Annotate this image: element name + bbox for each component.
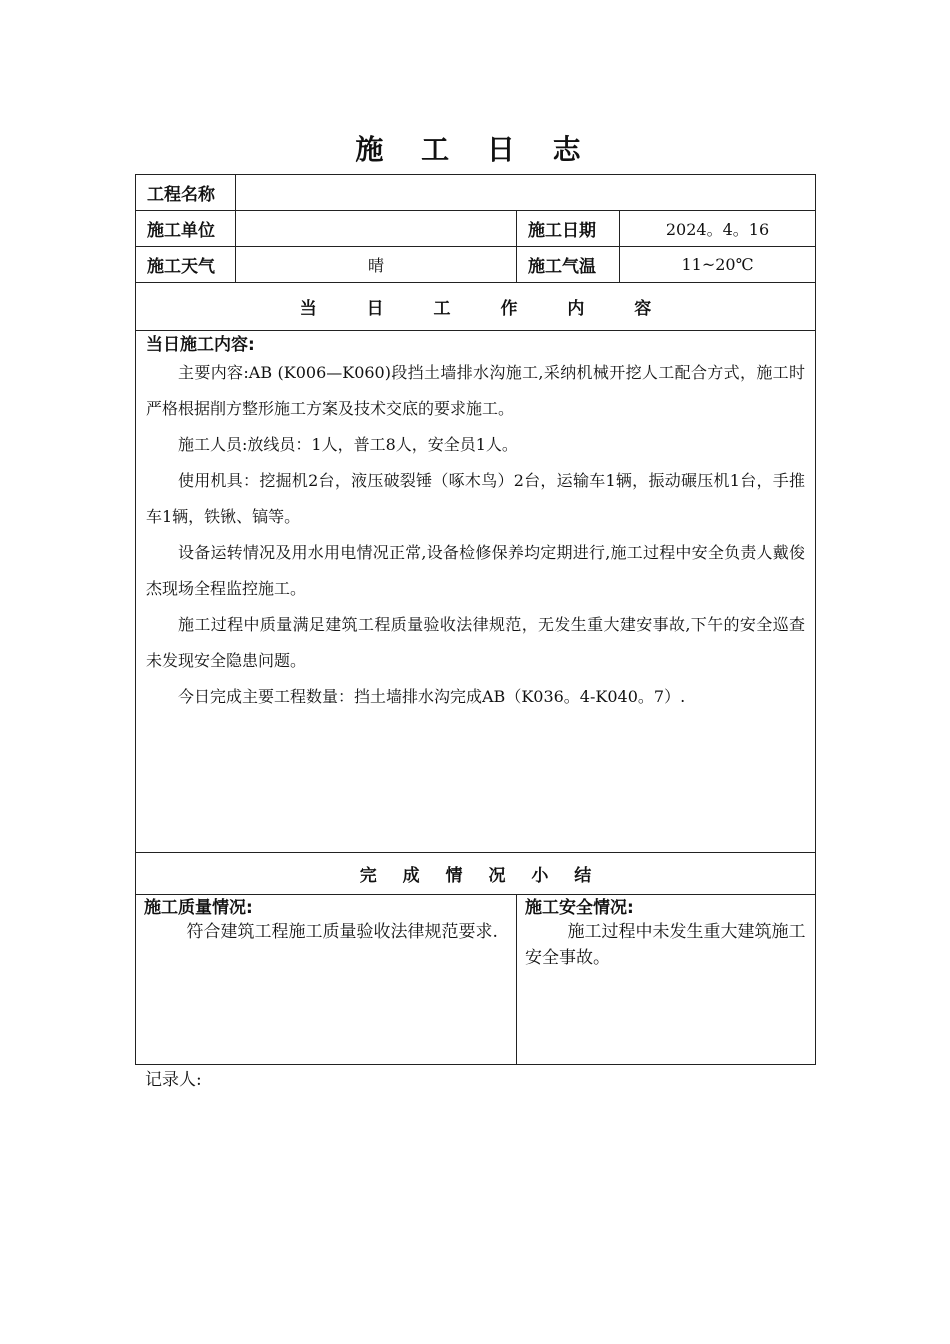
project-name-label: 工程名称 xyxy=(136,175,236,211)
safety-cell[interactable] xyxy=(517,895,816,1065)
work-paragraph: 使用机具：挖掘机2台，液压破裂锤（啄木鸟）2台，运输车1辆，振动碾压机1台，手推车1辆，铁锹、镐等。 xyxy=(146,471,806,526)
page-title: 施 工 日 志 xyxy=(355,133,595,166)
recorder-label: 记录人: xyxy=(145,1070,202,1090)
row-unit-date xyxy=(136,211,816,247)
safety-text: 施工过程中未发生重大建筑施工安全事故。 xyxy=(525,922,806,968)
work-paragraph: 今日完成主要工程数量：挡土墙排水沟完成AB（K036。4-K040。7）. xyxy=(178,687,686,706)
quality-text: 符合建筑工程施工质量验收法律规范要求. xyxy=(186,922,498,942)
safety-heading: 施工安全情况: xyxy=(525,898,634,918)
date-value[interactable]: 2024。4。16 xyxy=(620,211,816,247)
date-label: 施工日期 xyxy=(517,211,620,247)
work-paragraph: 设备运转情况及用水用电情况正常,设备检修保养均定期进行,施工过程中安全负责人戴俊杰现场全程监控施工。 xyxy=(146,543,806,598)
work-paragraph: 施工过程中质量满足建筑工程质量验收法律规范，无发生重大建安事故,下午的安全巡查未发现安全隐患问题。 xyxy=(146,615,806,670)
row-weather-temp xyxy=(136,247,816,283)
project-name-value[interactable] xyxy=(236,175,816,211)
summary-section-title: 完 成 情 况 小 结 xyxy=(136,853,816,895)
work-content-cell[interactable] xyxy=(136,331,816,853)
unit-value[interactable] xyxy=(236,211,517,247)
weather-value[interactable]: 晴 xyxy=(236,247,517,283)
row-work-content xyxy=(136,331,816,853)
unit-label: 施工单位 xyxy=(136,211,236,247)
row-work-section-head xyxy=(136,283,816,331)
temp-label: 施工气温 xyxy=(517,247,620,283)
work-paragraph: 主要内容:AB (K006—K060)段挡土墙排水沟施工,采纳机械开挖人工配合方式，施工时严格根据削方整形施工方案及技术交底的要求施工。 xyxy=(146,363,806,418)
weather-label: 施工天气 xyxy=(136,247,236,283)
row-project-name xyxy=(136,175,816,211)
row-summary-section-head xyxy=(136,853,816,895)
work-content-heading: 当日施工内容: xyxy=(146,335,255,355)
quality-cell[interactable] xyxy=(136,895,517,1065)
quality-heading: 施工质量情况: xyxy=(144,898,253,918)
construction-log-table xyxy=(135,174,816,1065)
row-summary xyxy=(136,895,816,1065)
work-section-title: 当 日 工 作 内 容 xyxy=(136,283,816,331)
work-paragraph: 施工人员:放线员：1人，普工8人，安全员1人。 xyxy=(178,435,518,454)
temp-value[interactable]: 11~20℃ xyxy=(620,247,816,283)
